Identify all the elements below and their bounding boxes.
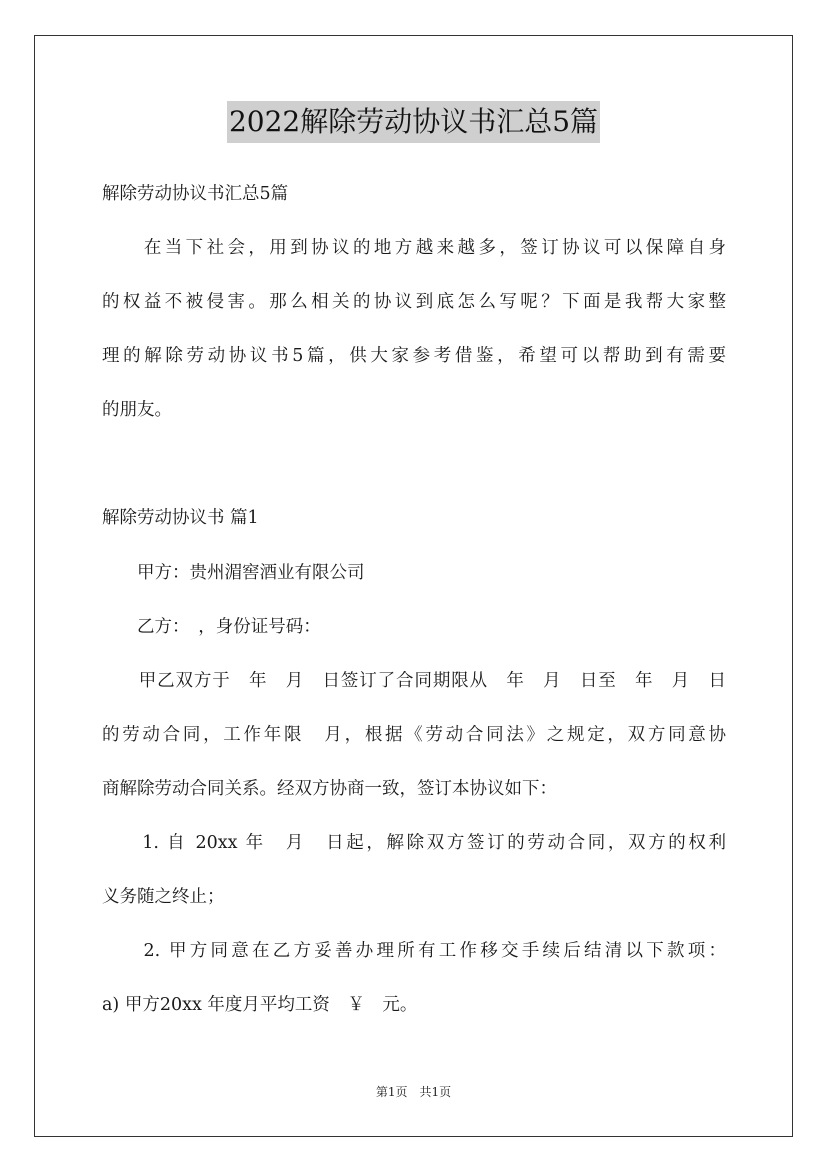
party-a-line: 甲方：贵州湄窖酒业有限公司 (102, 563, 365, 583)
body-line: 义务随之终止； (102, 887, 225, 907)
intro-line: 的权益不被侵害。那么相关的协议到底怎么写呢？下面是我帮大家整 (102, 292, 726, 312)
party-b-line: 乙方： ，身份证号码： (102, 617, 321, 637)
page-footer: 第1页 共1页 (375, 1085, 452, 1099)
intro-line: 在当下社会，用到协议的地方越来越多，签订协议可以保障自身 (102, 238, 726, 258)
title-container (0, 101, 827, 143)
body-line: 2. 甲方同意在乙方妥善办理所有工作移交手续后结清以下款项： (102, 941, 726, 961)
document-title: 2022解除劳动协议书汇总5篇 (227, 101, 600, 143)
intro-line: 的朋友。 (102, 400, 172, 420)
body-line: 的劳动合同，工作年限 月，根据《劳动合同法》之规定，双方同意协 (102, 725, 726, 745)
document-subtitle: 解除劳动协议书汇总5篇 (102, 184, 289, 204)
intro-line: 理的解除劳动协议书5篇，供大家参考借鉴，希望可以帮助到有需要 (102, 346, 726, 366)
body-line: 甲乙双方于 年 月 日签订了合同期限从 年 月 日至 年 月 日 (102, 671, 726, 691)
body-line: a) 甲方20xx 年度月平均工资 ￥ 元。 (102, 995, 418, 1015)
section-heading: 解除劳动协议书 篇1 (102, 508, 259, 528)
body-line: 1. 自 20xx 年 月 日起，解除双方签订的劳动合同，双方的权利 (102, 833, 726, 853)
body-line: 商解除劳动合同关系。经双方协商一致，签订本协议如下： (102, 779, 557, 799)
